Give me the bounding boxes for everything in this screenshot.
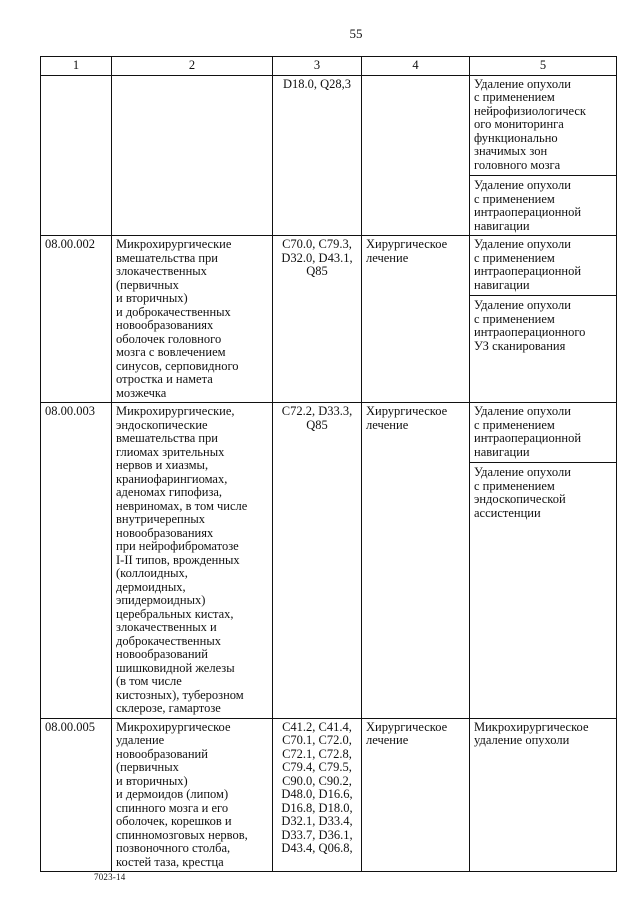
footer-code: 7023-14 [94,872,126,882]
treatment-type-line: Хирургическое [366,237,448,251]
method-line: интраоперационной [474,431,582,445]
method-line: Удаление опухоли [474,465,571,479]
header-cell: 2 [112,57,273,76]
method-line: интраоперационного [474,325,586,339]
method-line: интраоперационной [474,264,582,278]
method-line: Удаление опухоли [474,404,571,418]
icd-line: D32.1, D33.4, [281,814,353,828]
description-line: и дермоидов (липом) [116,787,229,801]
description-line: новообразований [116,647,208,661]
description-line: Микрохирургическое [116,719,231,734]
code-cell [41,236,112,403]
description-line: вмешательства при [116,250,218,265]
description-line: эндоскопические [116,417,208,432]
treatment-type-cell [362,403,470,719]
method-line: Удаление опухоли [474,178,571,192]
description-line: склерозе, гамартозе [116,701,221,715]
description-line: отростка и намета [116,372,213,386]
description-line: злокачественных [116,264,207,278]
icd-line: D16.8, D18.0, [281,800,353,815]
icd-line: Q85 [306,417,328,432]
description-line: эпидермоидных) [116,593,206,607]
description-line: Микрохирургические, [116,404,235,418]
treatment-type-cell [362,75,470,236]
description-line: доброкачественных [116,633,221,648]
method-line: с применением [474,417,555,432]
description-line: и вторичных) [116,773,188,788]
description-line: невриномах, в том числе [116,498,248,513]
description-line: и доброкачественных [116,304,231,319]
description-line: оболочек, корешков и [116,814,232,828]
method-line: навигации [474,444,530,459]
method-line: значимых зон [474,144,548,158]
method-line: с применением [474,90,555,104]
description-line: шишковидной железы [116,660,235,675]
description-line: (первичных [116,760,179,774]
description-line: (коллоидных, [116,566,188,580]
icd-line: D32.0, D43.1, [281,250,353,265]
method-line: Удаление опухоли [474,237,571,251]
method-line: Удаление опухоли [474,76,571,91]
method-line: интраоперационной [474,205,582,219]
treatment-type-line: лечение [366,733,409,747]
method-line: удаление опухоли [474,733,570,747]
description-line: мозга с вовлечением [116,345,226,359]
icd-cell [273,236,362,403]
description-line: кистозных), туберозном [116,687,244,702]
icd-line: D43.4, Q06.8, [281,841,353,855]
code-cell [41,75,112,236]
icd-line: D18.0, Q28,3 [282,76,352,91]
description-line: церебральных кистах, [116,606,234,621]
description-line: новообразованиях [116,318,214,332]
icd-line: Q85 [306,264,328,278]
code-cell [41,718,112,872]
description-cell [112,718,273,872]
description-line: при нейрофиброматозе [116,539,239,553]
method-line: эндоскопической [474,492,566,506]
method-line: головного мозга [474,157,561,172]
description-line: удаление [116,733,165,747]
description-line: аденомах гипофиза, [116,485,223,499]
description-line: новообразованиях [116,525,214,540]
description-line: (первичных [116,277,179,292]
icd-line: C41.2, C41.4, [282,719,352,734]
header-row [41,57,617,76]
method-block [474,721,612,748]
table-row [41,75,617,236]
method-line: с применением [474,250,555,265]
description-line: позвоночного столба, [116,841,231,855]
description-line: Микрохирургические [116,237,232,251]
procedures-table [40,56,617,872]
description-line: спинного мозга и его [116,800,229,815]
table-row [41,718,617,872]
description-line: синусов, серповидного [116,358,239,373]
header-cell: 5 [470,57,617,76]
icd-line: D33.7, D36.1, [281,827,353,842]
treatment-type-cell [362,718,470,872]
procedure-code: 08.00.002 [45,237,95,251]
description-line: глиомах зрительных [116,444,225,459]
page-number: 55 [349,26,363,41]
method-cell [470,236,617,403]
description-line: дермоидных, [116,579,186,594]
method-line: ого мониторинга [474,117,564,131]
icd-cell [273,75,362,236]
description-line: краниофарингиомах, [116,471,228,486]
icd-cell [273,403,362,719]
method-block [470,78,616,177]
method-block [474,176,612,233]
table-row [41,403,617,719]
method-block [470,405,616,463]
icd-line: C79.4, C79.5, [282,760,352,774]
code-cell [41,403,112,719]
description-cell [112,75,273,236]
description-line: мозжечка [116,385,167,400]
icd-line: D48.0, D16.6, [281,787,353,801]
description-cell [112,236,273,403]
method-line: ассистенции [474,505,541,520]
method-line: УЗ сканирования [474,338,566,353]
method-line: функционально [474,130,558,145]
description-line: внутричерепных [116,512,206,526]
icd-line: C70.0, C79.3, [282,237,352,251]
method-cell [470,718,617,872]
table-row [41,236,617,403]
method-block [470,238,616,296]
treatment-type-line: Хирургическое [366,719,448,734]
description-line: спинномозговых нервов, [116,827,248,842]
description-line: I-II типов, врожденных [116,552,240,567]
method-line: с применением [474,311,555,326]
method-line: навигации [474,218,530,233]
method-cell [470,403,617,719]
header-cell: 1 [41,57,112,76]
description-line: костей таза, крестца [116,854,224,869]
icd-line: C70.1, C72.0, [282,733,352,747]
description-line: нервов и хиазмы, [116,458,209,472]
description-line: злокачественных и [116,620,217,634]
icd-cell [273,718,362,872]
procedure-code: 08.00.005 [45,719,95,734]
header-cell: 4 [362,57,470,76]
description-line: оболочек головного [116,331,222,346]
description-line: новообразований [116,746,208,761]
method-line: нейрофизиологическ [474,103,586,118]
method-line: с применением [474,478,555,493]
description-line: вмешательства при [116,431,218,445]
method-line: Микрохирургическое [474,719,589,734]
method-block [474,463,612,520]
method-line: Удаление опухоли [474,298,571,312]
icd-line: C72.1, C72.8, [282,746,352,761]
description-cell [112,403,273,719]
description-line: (в том числе [116,674,182,688]
treatment-type-line: лечение [366,417,409,432]
method-block [474,296,612,353]
method-line: с применением [474,191,555,206]
procedure-code: 08.00.003 [45,404,95,418]
header-cell: 3 [273,57,362,76]
treatment-type-line: лечение [366,250,409,265]
method-cell [470,75,617,236]
icd-line: C90.0, C90.2, [282,773,352,788]
method-line: навигации [474,277,530,292]
treatment-type-line: Хирургическое [366,404,448,418]
description-line: и вторичных) [116,291,188,305]
treatment-type-cell [362,236,470,403]
icd-line: C72.2, D33.3, [281,404,353,418]
